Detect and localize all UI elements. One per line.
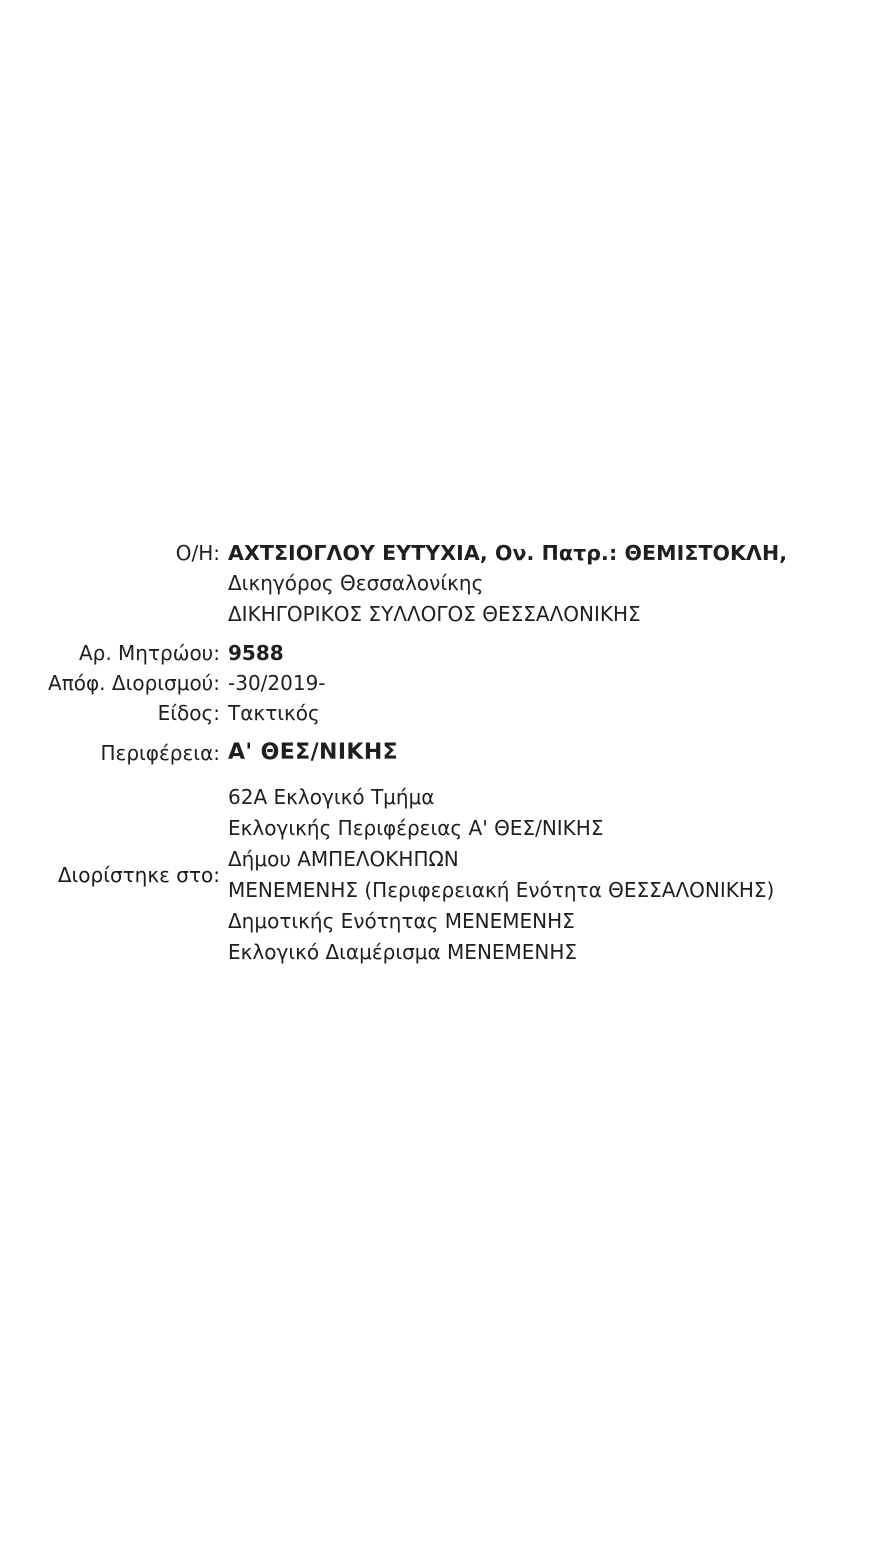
spacer <box>0 630 880 638</box>
region-label: Περιφέρεια: <box>100 741 220 765</box>
type-row <box>0 698 880 728</box>
appointed-line: Εκλογικής Περιφέρειας Α' ΘΕΣ/ΝΙΚΗΣ <box>228 816 604 840</box>
registry-row <box>0 638 880 668</box>
registry-value: 9588 <box>228 641 284 665</box>
profession-value: Δικηγόρος Θεσσαλονίκης <box>228 571 484 595</box>
appointed-values <box>228 782 880 968</box>
appointed-line: Δημοτικής Ενότητας ΜΕΝΕΜΕΝΗΣ <box>228 909 575 933</box>
appointed-line: 62Α Εκλογικό Τμήμα <box>228 785 435 809</box>
appointment-record <box>0 538 880 968</box>
association-row <box>0 599 880 630</box>
decision-label: Απόφ. Διορισμού: <box>48 671 220 695</box>
registry-label: Αρ. Μητρώου: <box>78 641 220 665</box>
person-label: Ο/Η: <box>175 541 220 565</box>
appointed-line: Δήμου ΑΜΠΕΛΟΚΗΠΩΝ <box>228 847 459 871</box>
appointed-row <box>0 782 880 968</box>
person-name: ΑΧΤΣΙΟΓΛΟΥ ΕΥΤΥΧΙΑ, Ον. Πατρ.: ΘΕΜΙΣΤΟΚΛΗ, <box>228 541 788 565</box>
profession-row <box>0 568 880 599</box>
type-value: Τακτικός <box>228 701 320 725</box>
appointed-label: Διορίστηκε στο: <box>57 863 220 887</box>
decision-value: -30/2019- <box>228 671 326 695</box>
region-value: Α' ΘΕΣ/ΝΙΚΗΣ <box>228 740 399 765</box>
appointed-line: ΜΕΝΕΜΕΝΗΣ (Περιφερειακή Ενότητα ΘΕΣΣΑΛΟΝΙΚΗΣ) <box>228 878 775 902</box>
person-row <box>0 538 880 568</box>
type-label: Είδος: <box>157 701 220 725</box>
decision-row <box>0 668 880 698</box>
appointed-line: Εκλογικό Διαμέρισμα ΜΕΝΕΜΕΝΗΣ <box>228 940 578 964</box>
association-value: ΔΙΚΗΓΟΡΙΚΟΣ ΣΥΛΛΟΓΟΣ ΘΕΣΣΑΛΟΝΙΚΗΣ <box>228 602 641 626</box>
region-row <box>0 736 880 770</box>
